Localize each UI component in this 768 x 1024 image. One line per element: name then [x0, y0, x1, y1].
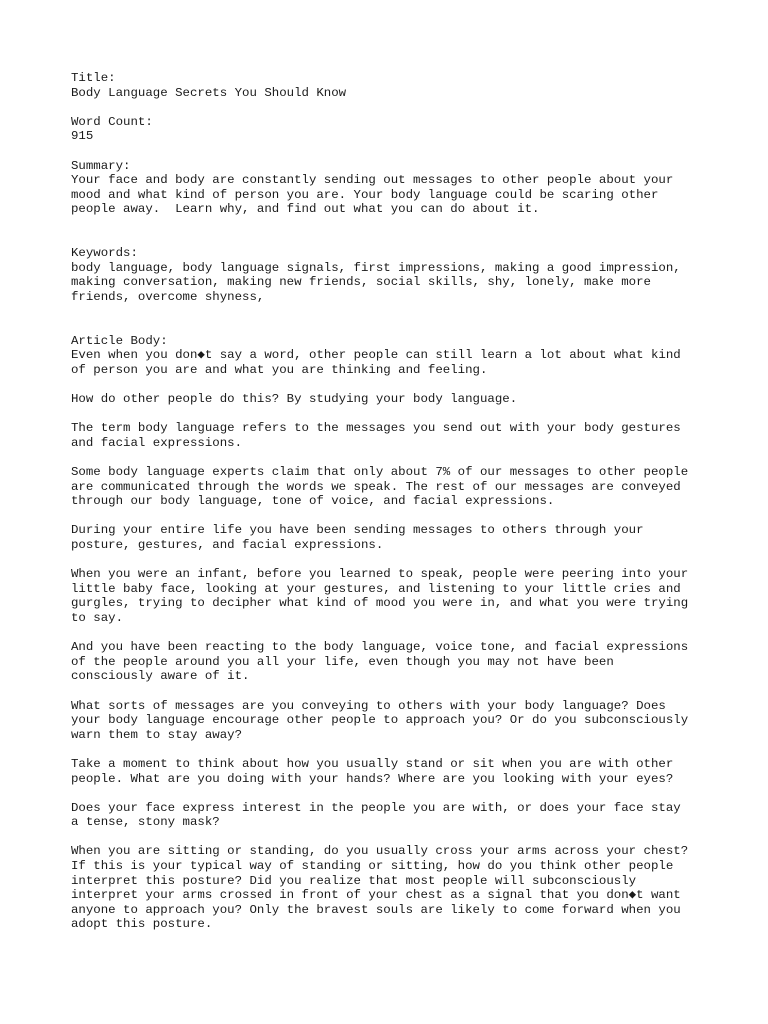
spacer: [71, 626, 711, 641]
word-count-section: [71, 115, 711, 144]
summary-section: [71, 159, 711, 217]
paragraph-line: people. What are you doing with your hands? Where are you looking with your eyes?: [71, 771, 674, 786]
summary-line: people away. Learn why, and find out what you can do about it.: [71, 202, 540, 217]
spacer: [71, 407, 711, 422]
spacer: [71, 742, 711, 757]
paragraph-line: gurgles, trying to decipher what kind of mood you were in, and what you were trying: [71, 596, 689, 611]
spacer: [71, 319, 711, 334]
paragraph-line: anyone to approach you? Only the bravest souls are likely to come forward when you: [71, 902, 681, 917]
article-body-label: Article Body:: [71, 333, 168, 348]
spacer: [71, 684, 711, 699]
paragraph-line: interpret this posture? Did you realize that most people will subconsciously: [71, 873, 637, 888]
document-page: [71, 71, 711, 932]
title-section: [71, 71, 711, 100]
spacer: [71, 377, 711, 392]
paragraph-line: little baby face, looking at your gestures, and listening to your little cries and: [71, 581, 681, 596]
paragraph-line: Even when you don◆t say a word, other people can still learn a lot about what kind: [71, 348, 681, 363]
article-paragraphs: [71, 348, 711, 932]
article-paragraph: [71, 392, 711, 407]
paragraph-line: The term body language refers to the messages you send out with your body gestures: [71, 421, 681, 436]
spacer: [71, 100, 711, 115]
paragraph-line: through our body language, tone of voice, and facial expressions.: [71, 494, 555, 509]
paragraph-line: warn them to stay away?: [71, 727, 243, 742]
paragraph-line: are communicated through the words we speak. The rest of our messages are conveyed: [71, 479, 681, 494]
spacer: [71, 509, 711, 524]
paragraph-line: How do other people do this? By studying your body language.: [71, 392, 518, 407]
paragraph-line: interpret your arms crossed in front of your chest as a signal that you don◆t want: [71, 888, 681, 903]
article-paragraph: [71, 567, 711, 625]
spacer: [71, 144, 711, 159]
spacer: [71, 553, 711, 568]
spacer: [71, 786, 711, 801]
paragraph-line: consciously aware of it.: [71, 669, 250, 684]
paragraph-line: a tense, stony mask?: [71, 815, 220, 830]
paragraph-line: Does your face express interest in the people you are with, or does your face stay: [71, 800, 681, 815]
keywords-line: friends, overcome shyness,: [71, 289, 265, 304]
spacer: [71, 217, 711, 232]
paragraph-line: And you have been reacting to the body language, voice tone, and facial expressions: [71, 640, 689, 655]
article-paragraph: [71, 757, 711, 786]
spacer: [71, 305, 711, 320]
article-paragraph: [71, 348, 711, 377]
paragraph-line: of the people around you all your life, even though you may not have been: [71, 654, 614, 669]
paragraph-line: When you were an infant, before you learned to speak, people were peering into your: [71, 567, 689, 582]
article-paragraph: [71, 465, 711, 509]
paragraph-line: of person you are and what you are thinking and feeling.: [71, 362, 488, 377]
spacer: [71, 232, 711, 247]
article-section: [71, 334, 711, 932]
summary-label: Summary:: [71, 158, 131, 173]
paragraph-line: your body language encourage other people to approach you? Or do you subconsciously: [71, 713, 689, 728]
paragraph-line: During your entire life you have been sending messages to others through your: [71, 523, 644, 538]
spacer: [71, 450, 711, 465]
paragraph-line: If this is your typical way of standing or sitting, how do you think other people: [71, 859, 674, 874]
article-paragraph: [71, 421, 711, 450]
paragraph-line: When you are sitting or standing, do you usually cross your arms across your chest?: [71, 844, 689, 859]
article-paragraph: [71, 801, 711, 830]
article-paragraph: [71, 640, 711, 684]
paragraph-line: posture, gestures, and facial expressions.: [71, 538, 384, 552]
spacer: [71, 830, 711, 845]
article-paragraph: [71, 699, 711, 743]
keywords-line: body language, body language signals, first impressions, making a good impression,: [71, 260, 681, 275]
paragraph-line: Some body language experts claim that only about 7% of our messages to other people: [71, 465, 689, 480]
article-paragraph: [71, 523, 711, 552]
paragraph-line: What sorts of messages are you conveying to others with your body language? Does: [71, 698, 666, 713]
keywords-line: making conversation, making new friends, social skills, shy, lonely, make more: [71, 275, 651, 290]
keywords-label: Keywords:: [71, 246, 138, 261]
keywords-section: [71, 246, 711, 304]
word-count-value: 915: [71, 129, 94, 144]
paragraph-line: Take a moment to think about how you usually stand or sit when you are with other: [71, 756, 674, 771]
summary-line: Your face and body are constantly sending out messages to other people about your: [71, 173, 674, 188]
summary-line: mood and what kind of person you are. Your body language could be scaring other: [71, 187, 659, 202]
paragraph-line: and facial expressions.: [71, 435, 243, 450]
title-label: Title:: [71, 71, 116, 85]
document-title: Body Language Secrets You Should Know: [71, 85, 347, 100]
paragraph-line: adopt this posture.: [71, 917, 213, 932]
paragraph-line: to say.: [71, 610, 124, 625]
word-count-label: Word Count:: [71, 114, 153, 129]
article-paragraph: [71, 844, 711, 932]
